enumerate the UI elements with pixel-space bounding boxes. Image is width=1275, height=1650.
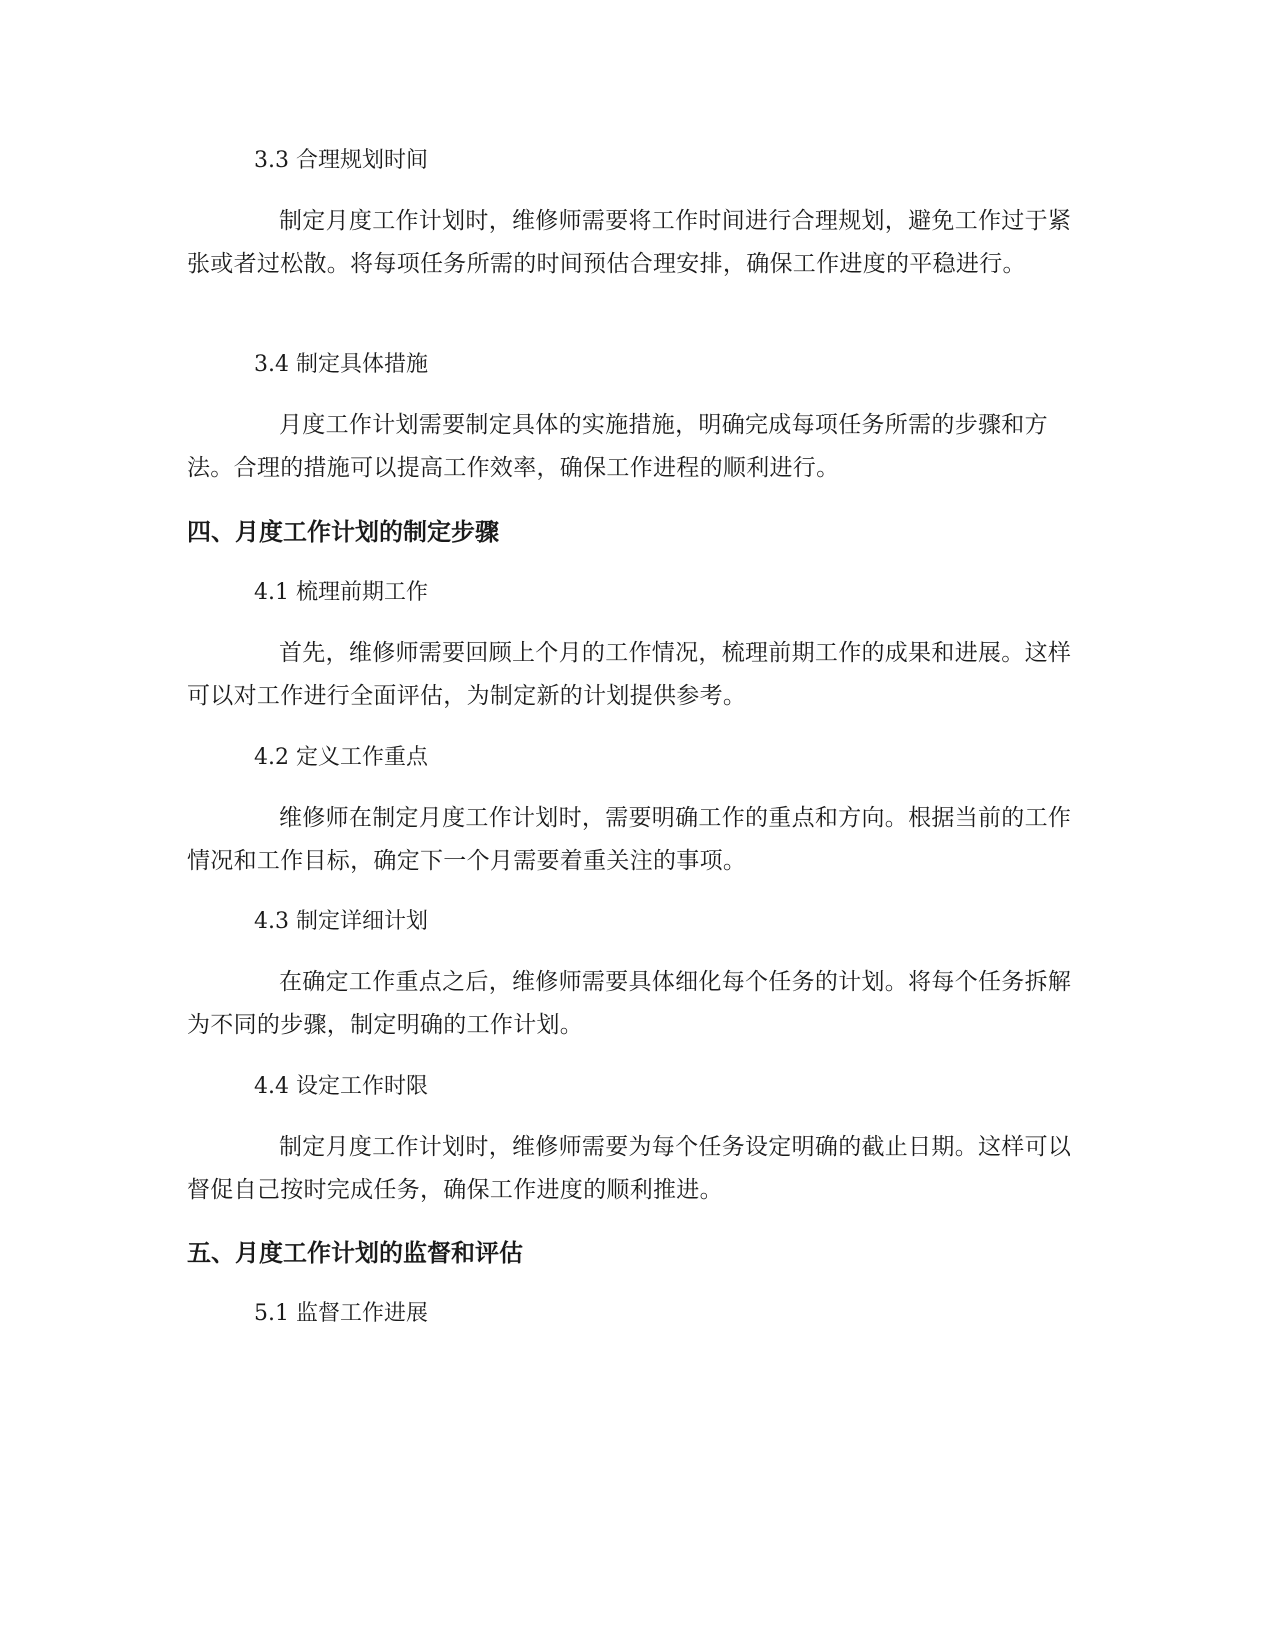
paragraph-4-2: 维修师在制定月度工作计划时，需要明确工作的重点和方向。根据当前的工作情况和工作目标，确定下一个月需要着重关注的事项。 bbox=[187, 805, 1072, 874]
subsection-title-3-4: 3.4 制定具体措施 bbox=[254, 352, 428, 377]
paragraph-4-1: 首先，维修师需要回顾上个月的工作情况，梳理前期工作的成果和进展。这样可以对工作进行全面评估，为制定新的计划提供参考。 bbox=[187, 640, 1072, 709]
subsection-title-4-1: 4.1 梳理前期工作 bbox=[254, 580, 428, 605]
subsection-title-4-4: 4.4 设定工作时限 bbox=[254, 1074, 428, 1099]
subsection-title-5-1: 5.1 监督工作进展 bbox=[254, 1301, 428, 1326]
subsection-title-4-2: 4.2 定义工作重点 bbox=[254, 745, 428, 770]
paragraph-4-3: 在确定工作重点之后，维修师需要具体细化每个任务的计划。将每个任务拆解为不同的步骤，制定明确的工作计划。 bbox=[187, 969, 1072, 1038]
section-heading-5: 五、月度工作计划的监督和评估 bbox=[187, 1238, 523, 1267]
paragraph-4-4: 制定月度工作计划时，维修师需要为每个任务设定明确的截止日期。这样可以督促自己按时完成任务，确保工作进度的顺利推进。 bbox=[187, 1134, 1072, 1203]
subsection-title-3-3: 3.3 合理规划时间 bbox=[254, 148, 428, 173]
subsection-title-4-3: 4.3 制定详细计划 bbox=[254, 909, 428, 934]
paragraph-3-4: 月度工作计划需要制定具体的实施措施，明确完成每项任务所需的步骤和方法。合理的措施可以提高工作效率，确保工作进程的顺利进行。 bbox=[187, 412, 1048, 481]
section-heading-4: 四、月度工作计划的制定步骤 bbox=[187, 517, 499, 546]
paragraph-3-3: 制定月度工作计划时，维修师需要将工作时间进行合理规划，避免工作过于紧张或者过松散。将每项任务所需的时间预估合理安排，确保工作进度的平稳进行。 bbox=[187, 208, 1072, 277]
